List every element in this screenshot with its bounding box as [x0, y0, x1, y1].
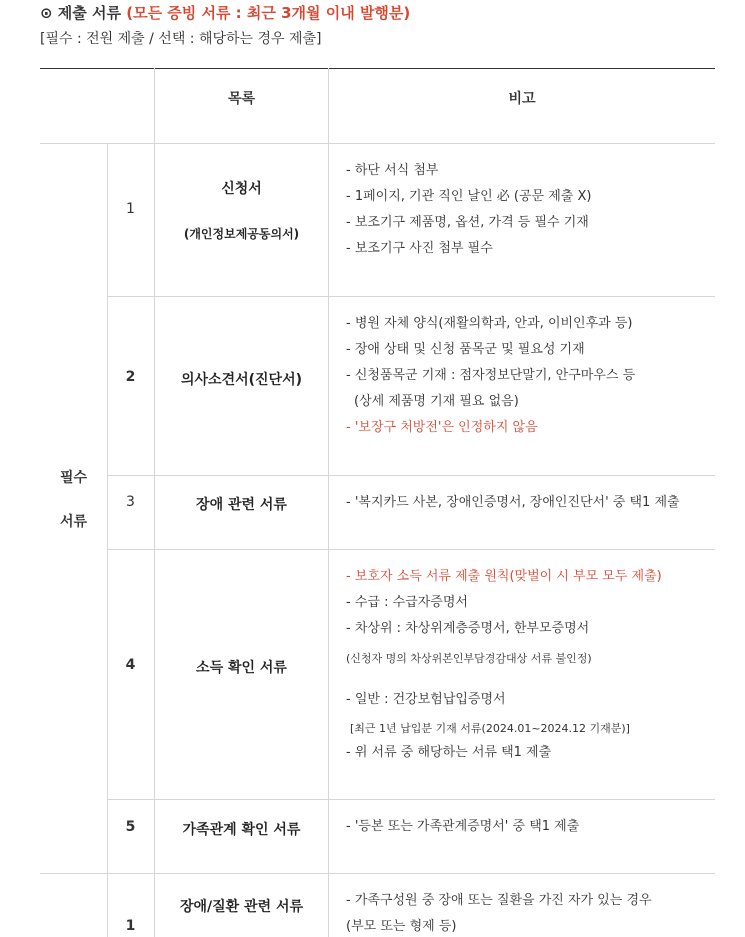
note-line: - 차상위 : 차상위계층증명서, 한부모증명서	[346, 621, 590, 636]
note-line: - 위 서류 중 해당하는 서류 택1 제출	[346, 745, 552, 760]
note-line: - 보조기구 사진 첨부 필수	[346, 241, 493, 256]
row-divider	[107, 475, 715, 476]
note-line: (상세 제품명 기재 필요 없음)	[354, 394, 519, 409]
note-line: - 장애 상태 및 신청 품목군 및 필요성 기재	[346, 342, 585, 357]
note-line: - 수급 : 수급자증명서	[346, 595, 468, 610]
row-number: 5	[125, 819, 136, 835]
note-line-warning: - 보호자 소득 서류 제출 원칙(맞벌이 시 부모 모두 제출)	[346, 569, 662, 584]
section-title-main: ⊙ 제출 서류	[40, 4, 121, 22]
note-line: [최근 1년 납입분 기재 서류(2024.01~2024.12 기재분)]	[350, 722, 630, 735]
note-line: - 하단 서식 첨부	[346, 163, 439, 178]
category-label: 필수	[59, 470, 88, 486]
doc-name: 소득 확인 서류	[196, 660, 287, 676]
doc-name: 장애/질환 관련 서류	[179, 899, 304, 915]
row-number: 4	[125, 657, 136, 673]
doc-name: 신청서	[221, 181, 262, 197]
note-line: - 일반 : 건강보험납입증명서	[346, 692, 506, 707]
note-line: (부모 또는 형제 등)	[346, 919, 457, 934]
row-number: 3	[126, 494, 135, 510]
col-divider	[107, 143, 108, 937]
doc-name: 의사소견서(진단서)	[181, 372, 302, 388]
note-line: (신청자 명의 차상위본인부담경감대상 서류 불인정)	[346, 652, 592, 665]
group-divider	[40, 873, 715, 874]
col-header-list: 목록	[227, 91, 256, 107]
row-number: 1	[125, 918, 136, 934]
note-line: - '등본 또는 가족관계증명서' 중 택1 제출	[346, 819, 580, 834]
col-divider	[328, 68, 329, 937]
row-number: 2	[125, 369, 136, 385]
note-line: - '복지카드 사본, 장애인증명서, 장애인진단서' 중 택1 제출	[346, 495, 680, 510]
legend-text: [필수 : 전원 제출 / 선택 : 해당하는 경우 제출]	[40, 31, 322, 47]
doc-name: 가족관계 확인 서류	[182, 822, 301, 838]
category-label: 서류	[59, 514, 88, 530]
row-number: 1	[126, 201, 135, 217]
table-top-rule	[40, 68, 715, 69]
section-title-note: (모든 증빙 서류 : 최근 3개월 이내 발행분)	[126, 4, 411, 22]
note-line: - 보조기구 제품명, 옵션, 가격 등 필수 기재	[346, 215, 589, 230]
note-line: - 가족구성원 중 장애 또는 질환을 가진 자가 있는 경우	[346, 893, 652, 908]
row-divider	[107, 296, 715, 297]
col-header-note: 비고	[508, 91, 536, 107]
doc-name: 장애 관련 서류	[196, 497, 287, 513]
header-bottom-rule	[40, 143, 715, 144]
note-line: - 신청품목군 기재 : 점자정보단말기, 안구마우스 등	[346, 368, 636, 383]
row-divider	[107, 549, 715, 550]
doc-subname: (개인정보제공동의서)	[183, 227, 300, 241]
note-line: - 1페이지, 기관 직인 날인 必 (공문 제출 X)	[346, 189, 592, 204]
row-divider	[107, 799, 715, 800]
note-line-warning: - '보장구 처방전'은 인정하지 않음	[346, 420, 538, 435]
section-title	[40, 2, 410, 23]
note-line: - 병원 자체 양식(재활의학과, 안과, 이비인후과 등)	[346, 316, 633, 331]
